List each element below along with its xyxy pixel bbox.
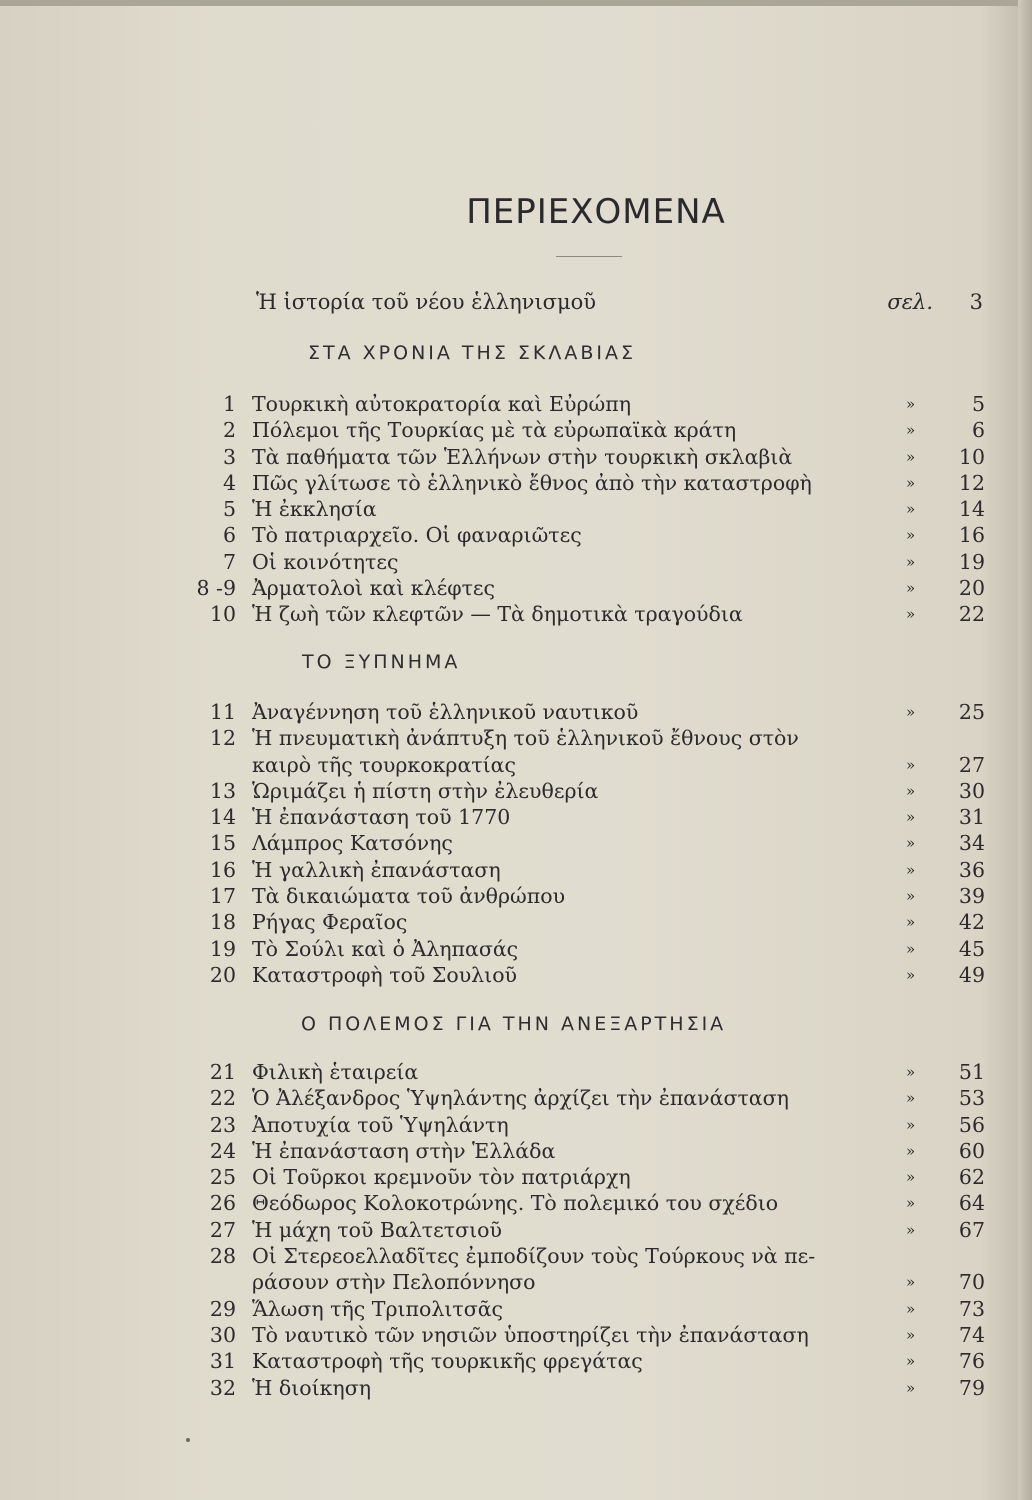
entry-title: Τὸ ναυτικὸ τῶν νησιῶν ὑποστηρίζει τὴν ἐπανάσταση [252,1322,809,1347]
entry-title: Ὁ Ἀλέξανδρος Ὑψηλάντης ἀρχίζει τὴν ἐπανάσταση [252,1086,789,1111]
ditto-mark: » [906,579,916,598]
ditto-mark: » [906,965,916,984]
entry-number: 14 [209,805,236,830]
page-label: σελ. [887,290,933,314]
entry-page-number: 62 [958,1165,985,1190]
ditto-mark: » [906,1115,916,1134]
ditto-mark: » [906,395,916,413]
toc-entry [0,1085,1032,1111]
entry-page-number: 49 [958,962,985,987]
entry-title-continued: καιρὸ τῆς τουρκοκρατίας [252,752,516,777]
ditto-mark: » [906,421,916,440]
entry-title-continued: ράσουν στὴν Πελοπόννησο [252,1270,536,1295]
entry-number: 5 [222,497,236,522]
entry-title: Τὸ Σούλι καὶ ὁ Ἀληπασάς [252,936,519,961]
entry-title: Λάμπρος Κατσόνης [252,831,453,856]
entry-title: Τὰ παθήματα τῶν Ἑλλήνων στὴν τουρκικὴ σκλαβιὰ [252,444,793,469]
intro-page-number: 3 [969,290,983,314]
toc-entry [0,1243,1032,1296]
entry-page-number: 67 [958,1217,985,1242]
entry-page-number: 56 [958,1112,985,1137]
entry-title: Ὡριμάζει ἡ πίστη στὴν ἐλευθερία [252,778,599,803]
entry-page-number: 16 [958,523,985,548]
toc-entry [0,830,1032,856]
ditto-mark: » [906,834,916,853]
entry-number: 22 [209,1086,236,1111]
entry-title: Ἡ γαλλικὴ ἐπανάσταση [252,857,501,882]
intro-entry [256,287,991,317]
entry-number: 18 [209,910,236,935]
entry-number: 32 [209,1375,236,1400]
entry-number: 19 [209,936,236,961]
entry-title: Οἱ κοινότητες [252,549,399,574]
entry-page-number: 42 [958,910,985,935]
toc-entry [0,857,1032,883]
ditto-mark: » [906,1063,916,1081]
intro-text: Ἡ ἱστορία τοῦ νέου ἑλληνισμοῦ [256,290,597,314]
toc-entry [0,1059,1032,1085]
entry-title: Τουρκικὴ αὐτοκρατορία καὶ Εὐρώπη [252,392,631,416]
ditto-mark: » [906,913,916,932]
toc-entry [0,883,1032,909]
ditto-mark: » [906,1299,916,1318]
entry-page-number: 5 [971,392,985,416]
ditto-mark: » [906,1220,916,1239]
entry-title: Ἡ ζωὴ τῶν κλεφτῶν — Τὰ δημοτικὰ τραγούδια [252,602,743,627]
ditto-mark: » [906,473,916,492]
entry-page-number: 79 [958,1375,985,1400]
entry-title: Ἀναγέννηση τοῦ ἑλληνικοῦ ναυτικοῦ [252,700,639,724]
entry-number: 21 [209,1060,236,1084]
entry-page-number: 70 [958,1270,985,1295]
entry-page-number: 10 [958,444,985,469]
entry-number: 15 [209,831,236,856]
entry-number: 13 [209,778,236,803]
section-heading-slavery: ΣΤΑ ΧΡΟΝΙΑ ΤΗΣ ΣΚΛΑΒΙΑΣ [308,342,636,364]
entry-title: Καταστροφὴ τῆς τουρκικῆς φρεγάτας [252,1349,643,1374]
ditto-mark: » [906,808,916,827]
entry-number: 30 [209,1322,236,1347]
page-title: ΠΕΡΙΕΧΟΜΕΝΑ [466,192,726,232]
entry-page-number: 27 [958,752,985,777]
section-heading-independence-war: Ο ΠΟΛΕΜΟΣ ΓΙΑ ΤΗΝ ΑΝΕΞΑΡΤΗΣΙΑ [301,1013,727,1035]
entry-title: Ἡ ἐπανάσταση στὴν Ἑλλάδα [252,1138,556,1163]
entry-number: 8 -9 [196,576,236,601]
entry-title: Ἡ μάχη τοῦ Βαλτετσιοῦ [252,1217,502,1242]
entry-title: Ἀποτυχία τοῦ Ὑψηλάντη [252,1112,509,1137]
title-divider [556,256,622,257]
toc-entry [0,1164,1032,1190]
entry-title: Ἡ ἐκκλησία [252,497,377,522]
entry-number: 2 [222,418,236,443]
entry-title: Φιλικὴ ἑταιρεία [252,1060,419,1084]
entry-page-number: 73 [958,1296,985,1321]
ink-speck [186,1438,190,1442]
entry-number: 16 [209,857,236,882]
toc-entry [0,1138,1032,1164]
ditto-mark: » [906,1378,916,1397]
entry-title: Ρήγας Φεραῖος [252,910,408,935]
entry-page-number: 34 [958,831,985,856]
entry-number: 26 [209,1191,236,1216]
entry-number: 17 [209,884,236,909]
entry-number: 3 [222,444,236,469]
entry-title: Καταστροφὴ τοῦ Σουλιοῦ [252,962,518,987]
entry-title: Ἀρματολοὶ καὶ κλέφτες [252,576,496,601]
section-heading-awakening: ΤΟ ΞΥΠΝΗΜΑ [302,651,461,673]
entry-title: Θεόδωρος Κολοκοτρώνης. Τὸ πολεμικό του σχέδιο [252,1191,779,1216]
toc-entry [0,1375,1032,1401]
entry-number: 1 [222,392,236,416]
entry-number: 6 [222,523,236,548]
entry-number: 7 [222,549,236,574]
toc-entry [0,804,1032,830]
entry-page-number: 36 [958,857,985,882]
entry-number: 11 [209,700,236,724]
entry-title: Οἱ Στερεοελλαδῖτες ἐμποδίζουν τοὺς Τούρκους νὰ πε- [252,1244,816,1269]
ditto-mark: » [906,1194,916,1213]
entry-number: 25 [209,1165,236,1190]
toc-entry [0,601,1032,627]
entry-title: Πόλεμοι τῆς Τουρκίας μὲ τὰ εὐρωπαϊκὰ κράτη [252,418,737,443]
entry-number: 4 [222,470,236,495]
entry-page-number: 53 [958,1086,985,1111]
entry-title: Ἅλωση τῆς Τριπολιτσᾶς [252,1296,504,1321]
entry-page-number: 76 [958,1349,985,1374]
ditto-mark: » [906,552,916,571]
entry-page-number: 74 [958,1322,985,1347]
ditto-mark: » [906,526,916,545]
entry-page-number: 22 [958,602,985,627]
entry-page-number: 51 [958,1060,985,1084]
ditto-mark: » [906,1352,916,1371]
toc-entry [0,575,1032,601]
toc-entry [0,549,1032,575]
toc-entry [0,1296,1032,1322]
entry-number: 24 [209,1138,236,1163]
section-entries-slavery [0,391,1032,628]
toc-entry [0,1112,1032,1138]
ditto-mark: » [906,1089,916,1108]
entry-page-number: 14 [958,497,985,522]
toc-entry [0,936,1032,962]
ditto-mark: » [906,939,916,958]
entry-page-number: 30 [958,778,985,803]
toc-entry [0,1217,1032,1243]
ditto-mark: » [906,1141,916,1160]
entry-page-number: 60 [958,1138,985,1163]
ditto-mark: » [906,605,916,624]
toc-entry [0,962,1032,988]
entry-title: Ἡ πνευματικὴ ἀνάπτυξη τοῦ ἑλληνικοῦ ἔθνους στὸν [252,726,799,751]
toc-entry [0,391,1032,417]
section-entries-awakening [0,699,1032,988]
ditto-mark: » [906,1273,916,1292]
entry-page-number: 20 [958,576,985,601]
toc-entry [0,417,1032,443]
toc-entry [0,1348,1032,1374]
entry-page-number: 19 [958,549,985,574]
entry-title: Ἡ διοίκηση [252,1375,371,1400]
entry-page-number: 31 [958,805,985,830]
entry-page-number: 6 [971,418,985,443]
toc-entry [0,699,1032,725]
ditto-mark: » [906,1168,916,1187]
entry-number: 29 [209,1296,236,1321]
entry-page-number: 12 [958,470,985,495]
ditto-mark: » [906,755,916,774]
entry-number: 31 [209,1349,236,1374]
ditto-mark: » [906,447,916,466]
entry-page-number: 25 [958,700,985,724]
ditto-mark: » [906,703,916,721]
entry-page-number: 39 [958,884,985,909]
entry-number: 10 [209,602,236,627]
toc-entry [0,1190,1032,1216]
toc-entry [0,725,1032,778]
entry-page-number: 45 [958,936,985,961]
entry-number: 28 [209,1244,236,1269]
ditto-mark: » [906,500,916,519]
section-entries-independence-war [0,1059,1032,1401]
toc-entry [0,1322,1032,1348]
entry-title: Πῶς γλίτωσε τὸ ἑλληνικὸ ἔθνος ἀπὸ τὴν καταστροφὴ [252,470,812,495]
entry-number: 20 [209,962,236,987]
toc-entry [0,778,1032,804]
entry-number: 27 [209,1217,236,1242]
entry-title: Τὸ πατριαρχεῖο. Οἱ φαναριῶτες [252,523,582,548]
toc-entry [0,444,1032,470]
entry-title: Τὰ δικαιώματα τοῦ ἀνθρώπου [252,884,566,909]
toc-entry [0,496,1032,522]
toc-entry [0,470,1032,496]
toc-entry [0,909,1032,935]
ditto-mark: » [906,1325,916,1344]
entry-title: Οἱ Τοῦρκοι κρεμνοῦν τὸν πατριάρχη [252,1165,631,1190]
entry-number: 12 [209,726,236,751]
entry-number: 23 [209,1112,236,1137]
entry-title: Ἡ ἐπανάσταση τοῦ 1770 [252,805,511,830]
toc-entry [0,522,1032,548]
ditto-mark: » [906,781,916,800]
entry-page-number: 64 [958,1191,985,1216]
page-top-edge [0,0,1032,6]
ditto-mark: » [906,860,916,879]
ditto-mark: » [906,887,916,906]
